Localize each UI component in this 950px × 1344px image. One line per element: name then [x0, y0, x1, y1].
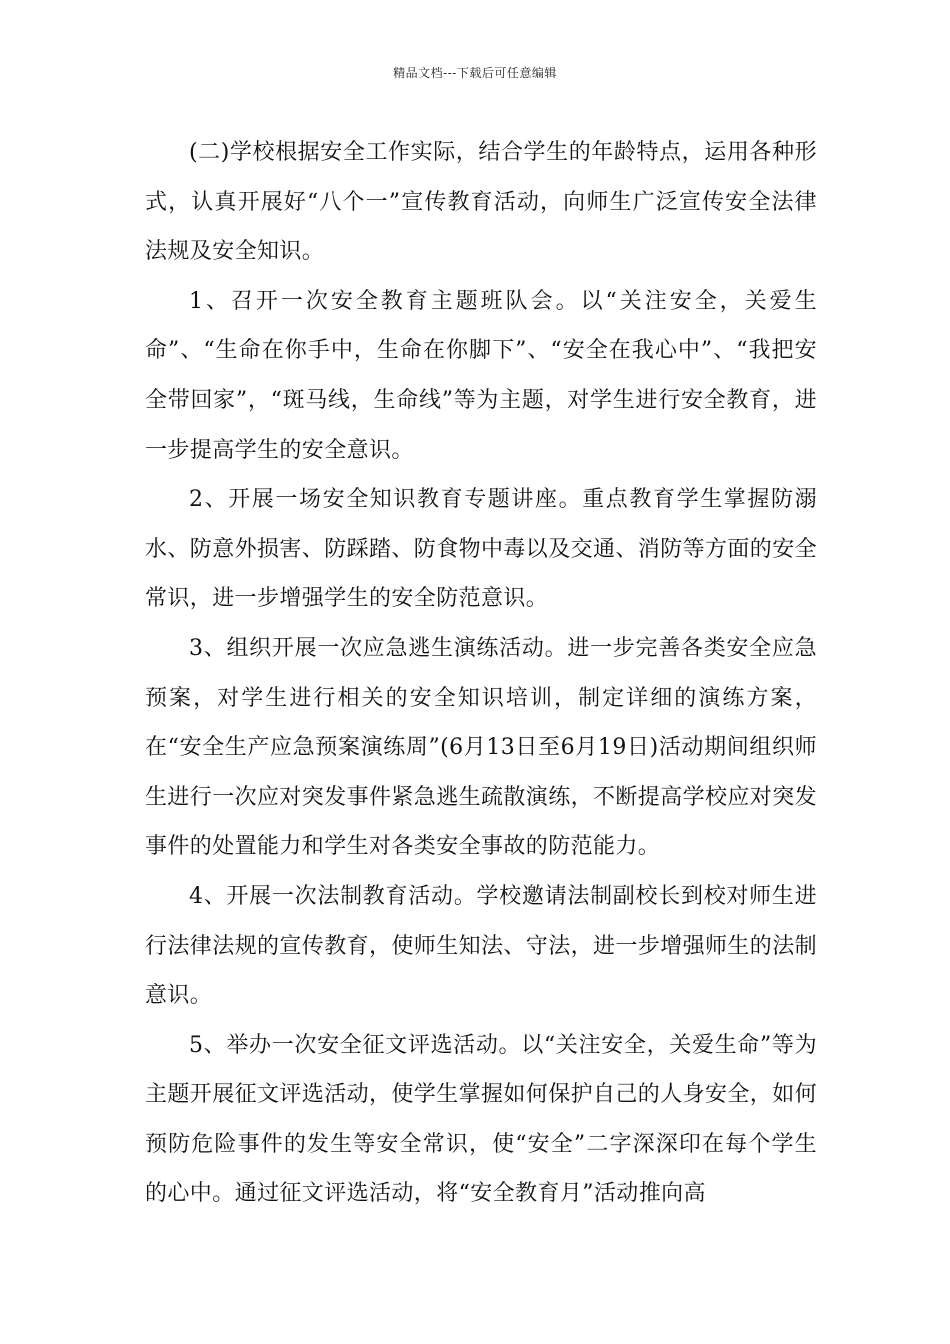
page-header: 精品文档---下载后可任意编辑 [393, 66, 557, 80]
document-body [145, 128, 817, 1219]
paragraph-item-5: 5、举办一次安全征文评选活动。以“关注安全，关爱生命”等为主题开展征文评选活动，使学生掌握如何保护自己的人身安全，如何预防危险事件的发生等安全常识，使“安全”二字深深印在每个学生的心中。通过征文评选活动，将“安全教育月”活动推向高 [145, 1032, 818, 1207]
paragraph-item-2: 2、开展一场安全知识教育专题讲座。重点教育学生掌握防溺水、防意外损害、防踩踏、防食物中毒以及交通、消防等方面的安全常识，进一步增强学生的安全防范意识。 [145, 487, 818, 612]
paragraph-item-4: 4、开展一次法制教育活动。学校邀请法制副校长到校对师生进行法律法规的宣传教育，使师生知法、守法，进一步增强师生的法制意识。 [145, 883, 818, 1009]
paragraph-intro: (二)学校根据安全工作实际，结合学生的年龄特点，运用各种形式，认真开展好“八个一”宣传教育活动，向师生广泛宣传安全法律法规及安全知识。 [145, 140, 817, 265]
paragraph-item-3: 3、组织开展一次应急逃生演练活动。进一步完善各类安全应急预案，对学生进行相关的安全知识培训，制定详细的演练方案，在“安全生产应急预案演练周”(6月13日至6月19日)活动期间组织师生进行一次应对突发事件紧急逃生疏散演练，不断提高学校应对突发事件的处置能力和学生对各类安全事故的防范能力。 [145, 635, 818, 860]
paragraph-item-1: 1、召开一次安全教育主题班队会。以“关注安全，关爱生命”、“生命在你手中，生命在你脚下”、“安全在我心中”、“我把安全带回家”，“斑马线，生命线”等为主题，对学生进行安全教育，进一步提高学生的安全意识。 [145, 288, 817, 463]
